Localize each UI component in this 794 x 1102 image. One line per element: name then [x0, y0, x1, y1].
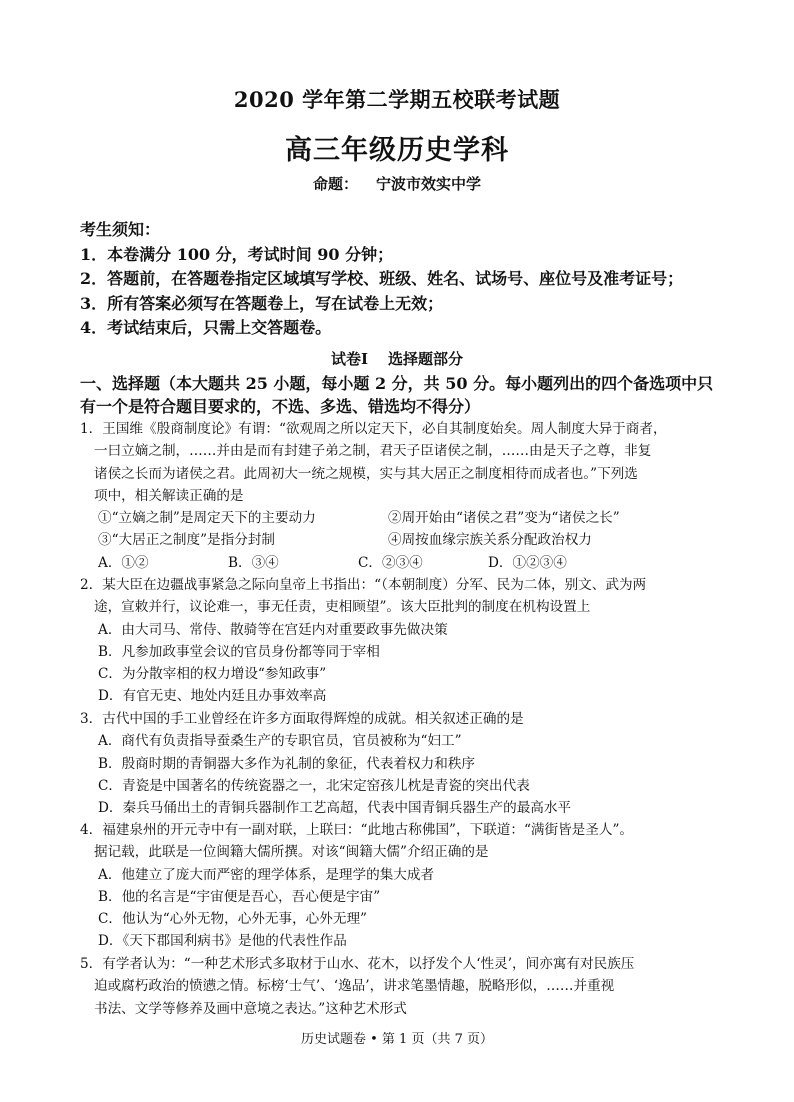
question-text: 据记载，此联是一位闽籍大儒所撰。对该“闽籍大儒”介绍正确的是: [94, 844, 489, 861]
statement: ①“立嫡之制”是周定天下的主要动力: [98, 510, 316, 527]
question-text: 2．某大臣在边疆战事紧急之际向皇帝上书指出：“（本朝制度）分军、民为二体，别文、武为两: [80, 577, 647, 593]
option-d: D．有官无吏、地处内廷且办事效率高: [98, 688, 327, 705]
option-a: A．①②: [98, 554, 149, 571]
notice-item: 3．所有答案必须写在答题卷上，写在试卷上无效；: [80, 293, 444, 313]
paper-label: 试卷Ⅰ: [330, 350, 368, 368]
statement: ④周按血缘宗族关系分配政治权力: [388, 532, 592, 549]
option-b: B．他的名言是“宇宙便是吾心，吾心便是宇宙”: [98, 888, 381, 905]
question-4: [80, 819, 720, 953]
question-text: 3．古代中国的手工业曾经在许多方面取得辉煌的成就。相关叙述正确的是: [80, 711, 524, 727]
question-text: 途，宣敕并行，议论难一，事无任责，吏相顾望”。该大臣批判的制度在机构设置上: [94, 599, 591, 616]
option-b: B．殷商时期的青铜器大多作为礼制的象征，代表着权力和秩序: [98, 755, 476, 772]
option-a: A．他建立了庞大而严密的理学体系，是理学的集大成者: [98, 866, 435, 883]
subject-title: 高三年级历史学科: [285, 135, 509, 166]
option-a: A．由大司马、常侍、散骑等在宫廷内对重要政事先做决策: [98, 621, 448, 638]
notice-heading: 考生须知：: [80, 220, 161, 239]
statement-row: [80, 507, 720, 529]
option-d: D．①②③④: [488, 554, 567, 571]
statement: ②周开始由“诸侯之君”变为“诸侯之长”: [388, 510, 620, 527]
exam-title: 2020 学年第二学期五校联考试题: [233, 87, 561, 112]
candidate-notice: [80, 218, 720, 341]
option-d: D．秦兵马俑出土的青铜兵器制作工艺高超，代表中国青铜兵器生产的最高水平: [98, 800, 572, 817]
author-school: 宁波市效实中学: [376, 175, 482, 193]
statement: ③“大居正之制度”是指分封制: [98, 532, 276, 549]
notice-item: 2．答题前，在答题卷指定区域填写学校、班级、姓名、试场号、座位号及准考证号；: [80, 269, 684, 288]
page-footer: 历史试题卷 • 第 1 页（共 7 页）: [300, 1032, 493, 1047]
question-text: 4．福建泉州的开元寺中有一副对联，上联曰：“此地古称佛国”，下联道：“满街皆是圣人”。: [80, 822, 634, 838]
author-line: [0, 173, 794, 194]
option-c: C．他认为“心外无物，心外无事，心外无理”: [98, 911, 367, 928]
question-text: 1．王国维《殷商制度论》有谓：“欲观周之所以定天下，必自其制度始矣。周人制度大异于商者，: [80, 421, 667, 437]
option-row: [80, 552, 720, 574]
question-1: [80, 418, 720, 574]
question-2: [80, 574, 720, 708]
section-instructions: 一、选择题（本大题共 25 小题，每小题 2 分，共 50 分。每小题列出的四个备选项中只有一个是符合题目要求的，不选、多选、错选均不得分）: [80, 374, 714, 416]
question-text: 5．有学者认为：“一种艺术形式多取材于山水、花木，以抒发个人‘性灵’，间亦寓有对民族压: [80, 956, 635, 972]
question-text: 书法、文学等修养及画中意境之表达。”这种艺术形式: [94, 1000, 407, 1017]
question-text: 诸侯之长而为诸侯之君。此周初大一统之规模，实与其大居正之制度相待而成者也。”下列选: [94, 465, 638, 482]
question-text: 项中，相关解读正确的是: [94, 487, 244, 504]
question-text: 迫或腐朽政治的愤懑之情。标榜‘士气’、‘逸品’，讲求笔墨情趣，脱略形似，……并重视: [94, 978, 615, 995]
notice-item: 1．本卷满分 100 分，考试时间 90 分钟；: [80, 244, 394, 264]
part-label: 选择题部分: [388, 350, 464, 368]
option-b: B．凡参加政事堂会议的官员身份都等同于宰相: [98, 643, 380, 660]
notice-item: 4．考试结束后，只需上交答题卷。: [80, 318, 332, 337]
option-d: D．《天下郡国利病书》是他的代表性作品: [98, 933, 347, 950]
author-label: 命题：: [312, 175, 358, 193]
option-c: C．②③④: [358, 554, 423, 571]
statement-row: [80, 529, 720, 551]
option-a: A．商代有负责指导蚕桑生产的专职官员，官员被称为“妇工”: [98, 733, 462, 750]
option-c: C．青瓷是中国著名的传统瓷器之一，北宋定窑孩儿枕是青瓷的突出代表: [98, 777, 530, 794]
option-c: C．为分散宰相的权力增设“参知政事”: [98, 666, 327, 683]
section-heading: [0, 348, 794, 369]
question-5: [80, 953, 720, 1020]
question-3: [80, 708, 720, 819]
option-b: B．③④: [228, 554, 279, 571]
question-text: 一曰立嫡之制，……并由是而有封建子弟之制，君天子臣诸侯之制，……由是天子之尊，非复: [94, 443, 652, 460]
